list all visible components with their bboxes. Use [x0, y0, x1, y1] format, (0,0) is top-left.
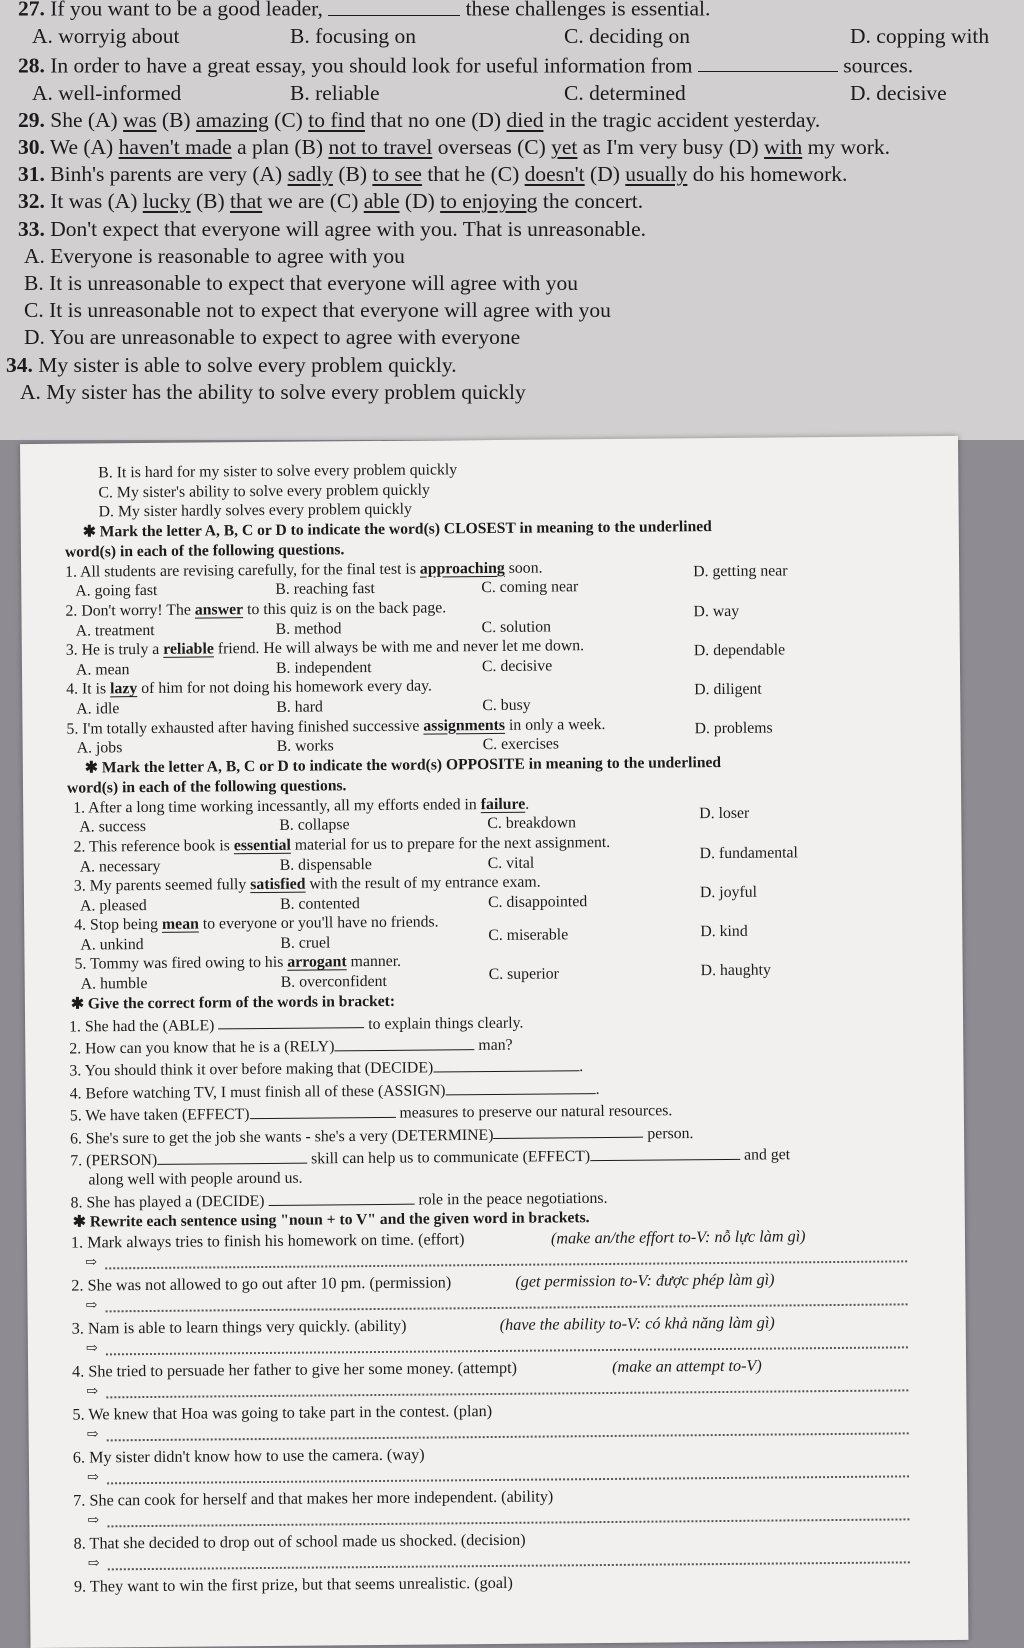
- option-c: C. coming near: [481, 578, 579, 597]
- underlined-part-a: sadly: [287, 162, 333, 187]
- section-heading-closest-cont: word(s) in each of the following questions.: [64, 541, 345, 561]
- option-c: C. solution: [481, 618, 552, 636]
- answer-blank: [698, 50, 838, 73]
- underlined-word: approaching: [419, 559, 505, 578]
- answer-blank: [249, 1101, 395, 1119]
- option-b: B. contented: [279, 894, 360, 913]
- option-d: D. dependable: [693, 641, 786, 659]
- option-a: A. Everyone is reasonable to agree with you: [24, 243, 405, 268]
- question-number: 31.: [18, 162, 45, 187]
- question-number: 32.: [18, 189, 45, 214]
- hint-text: (have the ability to-V: có khả năng làm gì): [499, 1313, 775, 1335]
- option-a: A. unkind: [80, 935, 144, 954]
- underlined-word: answer: [194, 601, 244, 619]
- arrow-icon: ⇨: [86, 1384, 99, 1400]
- option-c: C. disappointed: [487, 892, 588, 911]
- question-29: [18, 107, 1006, 134]
- arrow-icon: ⇨: [85, 1341, 98, 1357]
- option-d: D. problems: [694, 719, 773, 738]
- answer-blank: [328, 0, 460, 16]
- answer-blank: [445, 1077, 595, 1095]
- question-28: [18, 50, 1006, 80]
- question-text: to this quiz is on the back page.: [243, 599, 447, 619]
- question-number: 34.: [6, 352, 33, 377]
- option-a: A. treatment: [75, 621, 155, 640]
- option-d: D. My sister hardly solves every problem quickly: [98, 500, 412, 521]
- option-b: B. focusing on: [290, 23, 417, 48]
- question-text: 4. Before watching TV, I must finish all of these (ASSIGN): [69, 1082, 446, 1103]
- answer-blank: [433, 1055, 579, 1073]
- question-text: 4. She tried to persuade her father to give her some money. (attempt): [72, 1359, 518, 1382]
- question-text: my work.: [802, 134, 891, 159]
- option-d: D. loser: [699, 805, 750, 823]
- arrow-icon: ⇨: [85, 1255, 97, 1271]
- question-text: 6. She's sure to get the job she wants - she's a very (DETERMINE): [70, 1126, 494, 1148]
- underlined-part-b: not to travel: [328, 134, 433, 159]
- dotted-line: [106, 1347, 908, 1356]
- question-text: 2. This reference book is: [73, 837, 234, 856]
- underlined-part-d: to enjoying: [440, 189, 538, 214]
- option-b: B. reaching fast: [275, 580, 375, 599]
- question-text: 9. They want to win the first prize, but that seems unrealistic. (goal): [73, 1574, 513, 1597]
- underlined-part-b: amazing: [195, 107, 269, 132]
- option-d: D. haughty: [700, 961, 771, 980]
- question-text: measures to preserve our natural resources.: [399, 1102, 673, 1122]
- question-text: in the tragic accident yesterday.: [543, 107, 821, 132]
- question-text: 1. All students are revising carefully, for the final test is: [65, 560, 420, 581]
- underlined-part-b: that: [230, 189, 263, 214]
- question-30: [18, 134, 1006, 161]
- question-text: of him for not doing his homework every day.: [137, 677, 432, 698]
- rewrite-list: [71, 1225, 968, 1598]
- underlined-word: essential: [233, 836, 291, 855]
- underlined-part-c: yet: [551, 134, 578, 159]
- question-text: 7. She can cook for herself and that makes her more independent. (ability): [73, 1487, 554, 1511]
- underlined-word: satisfied: [250, 875, 306, 894]
- question-text: 3. He is truly a: [65, 641, 164, 659]
- question-text: to everyone or you'll have no friends.: [198, 913, 439, 933]
- question-text: 3. My parents seemed fully: [73, 876, 251, 895]
- option-a: A. pleased: [79, 896, 147, 915]
- question-text: 3. Nam is able to learn things very quickly. (ability): [71, 1317, 407, 1339]
- option-c: C. vital: [487, 854, 535, 872]
- option-c: C. breakdown: [487, 814, 577, 833]
- option-b: B. overconfident: [280, 972, 387, 991]
- question-text: (B): [332, 162, 373, 187]
- question-text: 2. She was not allowed to go out after 10 pm. (permission): [71, 1273, 452, 1296]
- question-text: 8. That she decided to drop out of school made us shocked. (decision): [73, 1531, 526, 1554]
- question-text: person.: [647, 1124, 694, 1143]
- question-text: .: [595, 1080, 600, 1098]
- answer-blank: [218, 1012, 364, 1030]
- section-heading-word-form: ✱ Give the correct form of the words in bracket:: [70, 992, 396, 1013]
- option-c: C. deciding on: [564, 23, 690, 48]
- question-text: 1. She had the (ABLE): [69, 1016, 215, 1036]
- question-34: [6, 352, 1006, 379]
- question-text: 1. After a long time working incessantly, all my efforts ended in: [73, 795, 481, 817]
- underlined-word: reliable: [163, 640, 214, 659]
- question-text: the concert.: [537, 189, 644, 214]
- question-27-options: [18, 23, 1006, 50]
- option-b: B. It is hard for my sister to solve every problem quickly: [98, 461, 458, 482]
- question-text: .: [525, 795, 530, 813]
- answer-blank: [493, 1121, 643, 1139]
- question-text: 3. You should think it over before making that (DECIDE): [69, 1059, 434, 1080]
- question-text: with the result of my entrance exam.: [305, 873, 541, 893]
- question-text: 4. It is: [66, 680, 111, 699]
- option-b: B. reliable: [290, 80, 380, 105]
- question-text: 8. She has played a (DECIDE): [70, 1192, 265, 1212]
- dotted-line: [107, 1519, 909, 1528]
- hint-text: (make an attempt to-V): [612, 1357, 762, 1377]
- question-text: .: [579, 1058, 584, 1076]
- top-page: [0, 0, 1024, 440]
- option-c: C. decisive: [481, 657, 553, 675]
- question-27: [18, 0, 1006, 23]
- underlined-word: arrogant: [287, 953, 347, 972]
- arrow-icon: ⇨: [87, 1556, 100, 1572]
- worksheet-page: [20, 436, 968, 1648]
- question-text: skill can help us to communicate (EFFECT): [311, 1147, 591, 1168]
- dotted-line: [108, 1562, 910, 1571]
- hint-text: (get permission to-V: được phép làm gì): [515, 1270, 775, 1292]
- dotted-line: [105, 1261, 907, 1270]
- answer-blank: [268, 1188, 414, 1206]
- option-c: C. determined: [564, 80, 686, 105]
- opposite-question-list: [67, 791, 963, 995]
- option-b: B. method: [275, 619, 342, 638]
- underlined-part-c: to find: [308, 107, 365, 132]
- dotted-line: [106, 1390, 908, 1399]
- option-b: B. hard: [276, 698, 323, 716]
- underlined-part-d: usually: [625, 162, 688, 187]
- question-text: Don't expect that everyone will agree with you. That is unreasonable.: [50, 216, 646, 241]
- option-a: A. going fast: [75, 582, 158, 600]
- option-b: B. collapse: [279, 816, 350, 835]
- option-a: A. well-informed: [32, 80, 182, 105]
- option-c: C. My sister's ability to solve every problem quickly: [98, 481, 430, 502]
- question-text: 5. I'm totally exhausted after having finished successive: [66, 717, 424, 738]
- question-text: She (A): [50, 107, 124, 132]
- answer-blank: [157, 1147, 307, 1165]
- option-c: C. superior: [488, 965, 559, 984]
- word-form-list: [69, 1007, 965, 1214]
- question-text: that no one (D): [364, 107, 507, 132]
- question-32: [18, 188, 1006, 215]
- underlined-word: assignments: [423, 716, 506, 735]
- closest-question-list: [65, 555, 961, 759]
- question-number: 30.: [18, 134, 45, 159]
- underlined-part-a: lucky: [142, 189, 191, 214]
- dotted-line: [107, 1433, 909, 1442]
- option-d: D. decisive: [850, 80, 947, 105]
- option-a: A. necessary: [79, 857, 161, 876]
- question-text: It was (A): [50, 189, 143, 214]
- option-b: B. dispensable: [279, 855, 372, 874]
- question-text: overseas (C): [432, 134, 552, 159]
- option-c: C. miserable: [488, 926, 569, 944]
- option-b: B. works: [276, 737, 334, 755]
- question-text: 6. My sister didn't know how to use the camera. (way): [72, 1445, 425, 1468]
- question-text: (D): [399, 189, 441, 214]
- option-d: D. You are unreasonable to expect to agree with everyone: [24, 325, 521, 350]
- question-text: (D): [584, 162, 626, 187]
- question-text: soon.: [504, 559, 543, 577]
- underlined-part-d: died: [506, 107, 544, 132]
- question-text: 2. Don't worry! The: [65, 601, 195, 620]
- question-text: 5. We have taken (EFFECT): [69, 1106, 250, 1125]
- option-a: A. My sister has the ability to solve every problem quickly: [20, 379, 526, 404]
- question-text: do his homework.: [687, 162, 848, 187]
- question-text: 2. How can you know that he is a (RELY): [69, 1038, 335, 1058]
- question-number: 33.: [18, 216, 45, 241]
- question-28-options: [18, 80, 1006, 107]
- question-text: a plan (B): [231, 134, 329, 159]
- option-b: B. cruel: [280, 934, 331, 952]
- dotted-line: [106, 1304, 908, 1313]
- question-number: 29.: [18, 107, 45, 132]
- question-number: 28.: [18, 53, 45, 78]
- underlined-part-a: was: [123, 107, 157, 132]
- underlined-word: mean: [161, 915, 199, 934]
- dotted-line: [107, 1476, 909, 1485]
- underlined-part-b: to see: [372, 162, 422, 187]
- question-text: My sister is able to solve every problem quickly.: [38, 352, 457, 377]
- question-text: 5. Tommy was fired owing to his: [74, 954, 288, 974]
- option-d: D. getting near: [693, 562, 788, 581]
- underlined-part-c: able: [363, 189, 400, 214]
- option-d: D. joyful: [699, 883, 758, 901]
- underlined-part-a: haven't made: [118, 134, 232, 159]
- question-text: these challenges is essential.: [465, 0, 711, 21]
- question-text: role in the peace negotiations.: [418, 1189, 608, 1209]
- question-text: material for us to prepare for the next assignment.: [290, 833, 611, 854]
- option-b: B. It is unreasonable to expect that everyone will agree with you: [24, 271, 579, 295]
- question-text: 4. Stop being: [74, 916, 163, 934]
- section-heading-closest: ✱ Mark the letter A, B, C or D to indicate the word(s) CLOSEST in meaning to the underlined: [82, 517, 712, 541]
- question-text: in only a week.: [504, 715, 606, 734]
- arrow-icon: ⇨: [86, 1427, 99, 1443]
- option-a: A. worryig about: [32, 23, 180, 48]
- question-text: man?: [478, 1036, 513, 1054]
- section-heading-rewrite: ✱ Rewrite each sentence using "noun + to V" and the given word in brackets.: [72, 1209, 590, 1232]
- option-d: D. fundamental: [699, 843, 798, 862]
- question-text: Binh's parents are very (A): [50, 162, 288, 187]
- option-a: A. idle: [76, 700, 120, 718]
- question-33: [18, 216, 1006, 243]
- question-text: (C): [268, 107, 309, 132]
- option-d: D. kind: [700, 922, 748, 941]
- option-a: A. humble: [80, 975, 148, 993]
- question-text: 1. Mark always tries to finish his homework on time. (effort): [70, 1230, 465, 1253]
- question-31: [18, 161, 1006, 188]
- question-text: 7. (PERSON): [70, 1151, 158, 1170]
- underlined-word: lazy: [109, 680, 138, 698]
- underlined-word: failure: [480, 795, 526, 813]
- question-text: we are (C): [262, 189, 364, 214]
- question-text: friend. He will always be with me and never let me down.: [213, 637, 585, 658]
- option-c: C. busy: [482, 696, 531, 715]
- hint-text: (make an/the effort to-V: nỗ lực làm gì): [550, 1227, 806, 1248]
- option-b: B. independent: [275, 658, 372, 677]
- question-text: and get: [744, 1146, 791, 1164]
- arrow-icon: ⇨: [87, 1513, 100, 1529]
- option-d: D. copping with: [850, 23, 990, 48]
- answer-blank: [590, 1143, 740, 1161]
- section-heading-opposite-cont: word(s) in each of the following questions.: [66, 776, 347, 797]
- question-text: 5. We knew that Hoa was going to take part in the contest. (plan): [72, 1402, 493, 1425]
- question-text: In order to have a great essay, you should look for useful information from: [50, 53, 693, 78]
- question-text: to explain things clearly.: [368, 1014, 524, 1033]
- underlined-part-c: doesn't: [524, 162, 585, 187]
- option-a: A. success: [79, 818, 147, 836]
- section-heading-opposite: ✱ Mark the letter A, B, C or D to indicate the word(s) OPPOSITE in meaning to the underlined: [84, 753, 722, 777]
- question-text: (B): [190, 189, 230, 214]
- option-c: C. It is unreasonable not to expect that everyone will agree with you: [24, 298, 611, 323]
- option-a: A. jobs: [76, 739, 123, 757]
- arrow-icon: ⇨: [86, 1470, 99, 1486]
- question-text: sources.: [843, 53, 914, 78]
- question-text: If you want to be a good leader,: [50, 0, 323, 21]
- option-d: D. diligent: [694, 680, 762, 699]
- question-text: along well with people around us.: [88, 1170, 303, 1189]
- question-text: as I'm very busy (D): [577, 134, 765, 159]
- underlined-part-d: with: [764, 134, 803, 159]
- option-d: D. way: [693, 602, 740, 620]
- question-text: that he (C): [421, 162, 525, 187]
- question-text: manner.: [346, 953, 402, 971]
- question-text: We (A): [49, 134, 119, 159]
- answer-blank: [334, 1033, 474, 1051]
- question-number: 27.: [18, 0, 45, 21]
- option-c: C. exercises: [482, 735, 560, 754]
- arrow-icon: ⇨: [85, 1298, 98, 1314]
- option-a: A. mean: [75, 660, 130, 679]
- question-text: (B): [156, 107, 196, 132]
